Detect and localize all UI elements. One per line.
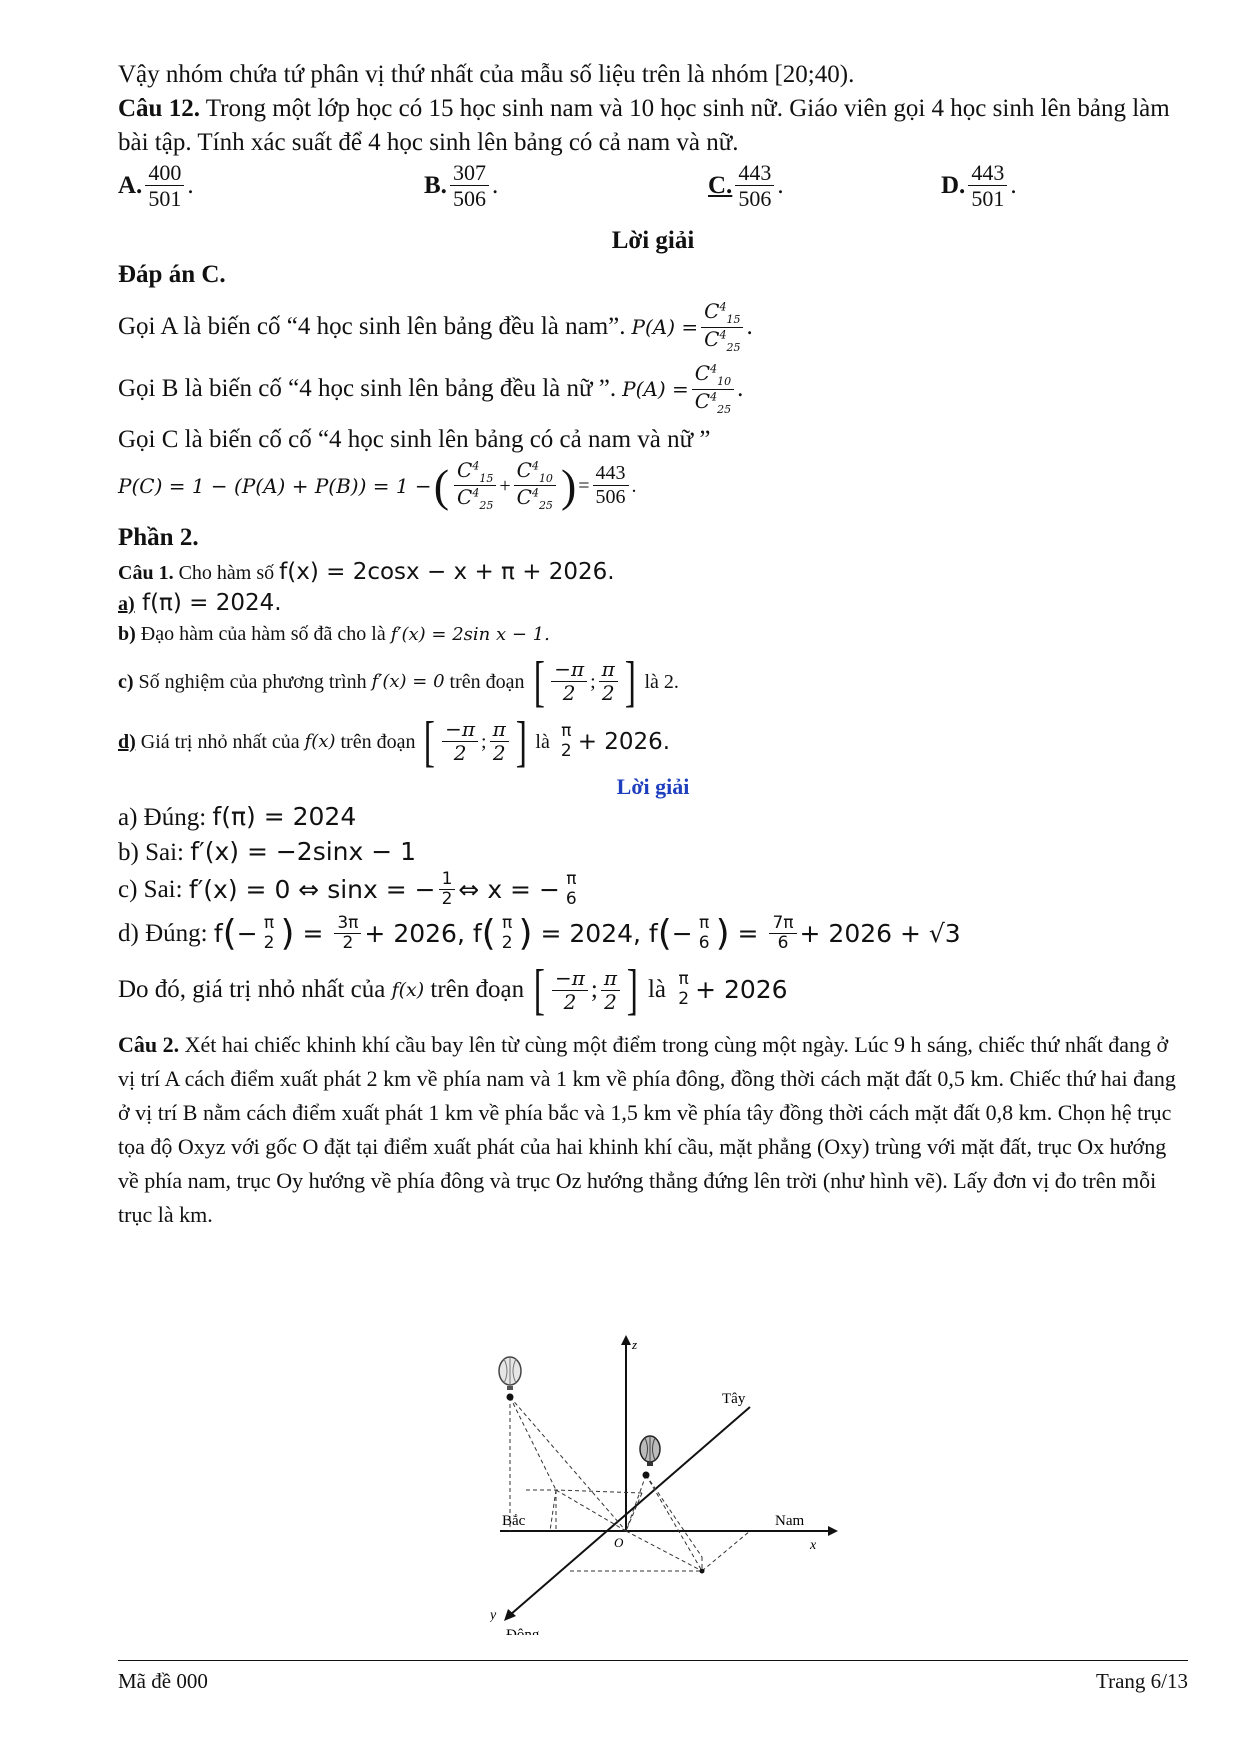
dong-label: Đông: [506, 1627, 540, 1635]
q12-line-a: Gọi A là biến cố “4 học sinh lên bảng đều là nam”. P(A) = $\frac{C^4_{15}}{C^4_{25}}$ .: [118, 299, 753, 354]
option-letter: D.: [941, 171, 966, 199]
q12-pc-formula: P(C) = 1 − (P(A) + P(B)) = 1 − ( $\frac{C^4_{15}}{C^4_{25}}$ + $\frac{C^4_{10}}{C^4_{25}}$ ) = $\frac{443}{506}$ .: [118, 457, 637, 513]
denominator: 501: [971, 186, 1005, 212]
d-text: Giá trị nhỏ nhất của: [135, 730, 305, 753]
sol-b-label: b) Sai:: [118, 838, 191, 866]
d-text2: trên đoạn: [335, 730, 421, 753]
c-symbol: C: [694, 361, 711, 386]
balloon-icon: [640, 1436, 660, 1466]
q1-function: f(x) = 2cosx − x + π + 2026.: [279, 558, 615, 585]
dashed-guides: [510, 1397, 750, 1571]
balloon-coordinate-figure: [490, 1335, 860, 1635]
sol-c-math: f′(x) = 0 ⇔ sinx = −: [188, 874, 436, 904]
z-label: z: [632, 1337, 638, 1352]
part2-a: [118, 588, 1188, 619]
conc-text: Do đó, giá trị nhỏ nhất của: [118, 976, 392, 1004]
solution-title-text: Lời giải: [616, 773, 690, 799]
option-fraction: [450, 160, 489, 212]
option-fraction: [735, 160, 774, 212]
option-a: A. $\frac{400}{501}$ .: [118, 160, 194, 212]
page-number: Trang 6/13: [1096, 1669, 1188, 1693]
pc-result: [593, 462, 629, 509]
sol-b-math: f′(x) = −2sinx − 1: [190, 836, 417, 866]
exam-code: Mã đề 000: [118, 1669, 208, 1693]
balloon-a-point: [643, 1472, 650, 1479]
pc-left: P(C) = 1 − (P(A) + P(B)) = 1 −: [118, 473, 432, 498]
line-a-text: Gọi A là biến cố “4 học sinh lên bảng đều là nam”.: [118, 313, 626, 341]
x-label: x: [810, 1538, 817, 1553]
page-footer: [118, 1660, 1188, 1694]
sol-conclusion: Do đó, giá trị nhỏ nhất của f(x) trên đoạn [ $\frac{-\pi}{2}$ ; $\frac{\pi}{2}$ ] là π 2 + 2026: [118, 959, 788, 1022]
y-axis: [510, 1407, 750, 1615]
b-text: Đạo hàm của hàm số đã cho là: [135, 622, 391, 645]
balloon-icon: [499, 1357, 521, 1390]
tay-label: Tây: [722, 1391, 746, 1407]
conc-text2: trên đoạn: [424, 976, 531, 1004]
sol-b: [118, 835, 1188, 870]
q12-line-c: Gọi C là biến cố cố “4 học sinh lên bảng có cả nam và nữ ”: [118, 425, 711, 453]
b-math: f′(x) = 2sin x − 1.: [390, 623, 550, 645]
coordinate-diagram: [490, 1335, 860, 1635]
q12-text: Trong một lớp học có 15 học sinh nam và 10 học sinh nữ. Giáo viên gọi 4 học sinh lên bảng làm bài tập. Tính xác suất để 4 học sinh lên bảng có cả nam và nữ.: [118, 95, 1170, 156]
numerator: 307: [450, 160, 489, 186]
q1-label: Câu 1.: [118, 561, 174, 584]
c-end: là 2.: [639, 670, 679, 693]
d-end1: là: [530, 730, 555, 753]
part2-title-text: Phần 2.: [118, 523, 199, 551]
intro-line: Vậy nhóm chứa tứ phân vị thứ nhất của mẫu số liệu trên là nhóm [20;40).: [118, 61, 855, 88]
b-label: b): [118, 622, 136, 645]
bac-label: Bắc: [502, 1513, 526, 1529]
answer-text: Đáp án C.: [118, 261, 226, 288]
d-math: f(x): [304, 730, 336, 752]
numerator: 443: [735, 160, 774, 186]
q12-solution-title: [118, 224, 1188, 258]
c-label: c): [118, 670, 134, 693]
c-text: Số nghiệm của phương trình: [133, 670, 372, 693]
q12-line-b: Gọi B là biến cố “4 học sinh lên bảng đều là nữ ”. P(A) = $\frac{C^4_{10}}{C^4_{25}}$ .: [118, 361, 744, 416]
sol-a-math: f(π) = 2024: [212, 801, 357, 831]
y-label: y: [490, 1608, 497, 1623]
interval-bracket: [ $\frac{-\pi}{2}$ ; $\frac{\pi}{2}$ ]: [533, 650, 636, 713]
q12-answer: [118, 258, 1188, 292]
part2-b: [118, 619, 1188, 650]
numerator: 400: [145, 160, 184, 186]
option-fraction: [968, 160, 1007, 212]
option-d: D. $\frac{443}{501}$ .: [941, 160, 1017, 212]
option-fraction: [145, 160, 184, 212]
a-label: a): [118, 592, 135, 615]
option-b: B. $\frac{307}{506}$ .: [424, 160, 499, 212]
solution-title-text: Lời giải: [611, 227, 695, 254]
c-symbol: C: [704, 326, 720, 351]
denominator: 501: [148, 186, 182, 212]
d-label: d): [118, 730, 136, 753]
d-end2: + 2026.: [577, 728, 671, 755]
denominator: 506: [738, 186, 772, 212]
option-c: C. $\frac{443}{506}$ .: [708, 160, 784, 212]
pc-frac-a: $\frac{C^4_{15}}{C^4_{25}}$: [454, 459, 496, 513]
option-letter: C.: [708, 171, 733, 199]
nam-label: Nam: [775, 1513, 805, 1529]
a-text: f(π) = 2024.: [134, 589, 282, 616]
c-math: f′(x) = 0: [371, 670, 445, 692]
pa-fraction: $\frac{C^4_{15}}{C^4_{25}}$: [701, 300, 743, 354]
question-12: [118, 92, 1188, 160]
interval-bracket: [ $\frac{-\pi}{2}$ ; $\frac{\pi}{2}$ ]: [534, 959, 638, 1022]
pb-math: P(A) =: [622, 377, 689, 402]
c-symbol: C: [694, 388, 711, 413]
option-letter: B.: [424, 171, 447, 199]
pb-fraction: $\frac{C^4_{10}}{C^4_{25}}$: [692, 362, 734, 416]
denominator: 506: [595, 486, 626, 509]
sol-a-label: a) Đúng:: [118, 803, 213, 831]
sol-c-label: c) Sai:: [118, 875, 189, 903]
conc-end1: là: [641, 976, 673, 1004]
conc-math: f(x): [391, 979, 425, 1002]
part2-q1: [118, 557, 1188, 588]
q12-label: Câu 12.: [118, 95, 200, 122]
option-letter: A.: [118, 171, 143, 199]
pa-math: P(A) =: [631, 315, 699, 340]
pc-frac-b: $\frac{C^4_{10}}{C^4_{25}}$: [514, 459, 556, 513]
denominator: 506: [452, 186, 486, 212]
line-b-text: Gọi B là biến cố “4 học sinh lên bảng đều là nữ ”.: [118, 375, 617, 403]
c-text2: trên đoạn: [444, 670, 530, 693]
part2-d: d) Giá trị nhỏ nhất của f(x) trên đoạn [ $\frac{-\pi}{2}$ ; $\frac{\pi}{2}$ ] là π 2 + 2026.: [118, 710, 671, 773]
numerator: 443: [968, 160, 1007, 186]
part2-solution-title: [118, 774, 1188, 800]
origin-label: O: [614, 1535, 624, 1550]
conc-end2: + 2026: [695, 975, 788, 1005]
sol-c: c) Sai: f′(x) = 0 ⇔ sinx = − $\frac{1}{2}$ ⇔ x = − π 6: [118, 868, 577, 910]
c-symbol: C: [704, 299, 720, 323]
q12-options: [118, 160, 1188, 226]
question-2: [118, 1028, 1188, 1232]
sol-d-label: d) Đúng:: [118, 919, 214, 947]
part2-title: [118, 521, 1188, 555]
numerator: 443: [593, 462, 629, 486]
q2-text: Xét hai chiếc khinh khí cầu bay lên từ cùng một điểm trong cùng một ngày. Lúc 9 h sáng, chiếc thứ nhất đang ở vị trí A cách điểm xuất phát 2 km về phía nam và 1 km về phía đông, đồng thời cách mặt đất 0,5 km. Chiếc thứ hai đang ở vị trí B nằm cách điểm xuất phát 1 km về phía bắc và 1,5 km về phía tây đồng thời cách mặt đất 0,8 km. Chọn hệ trục tọa độ Oxyz với gốc O đặt tại điểm xuất phát của hai khinh khí cầu, mặt phẳng (Oxy) trùng với mặt đất, trục Ox hướng về phía nam, trục Oy hướng về phía đông và trục Oz hướng thẳng đứng lên trời (như hình vẽ). Lấy đơn vị đo trên mỗi trục là km.: [118, 1032, 1176, 1228]
interval-bracket: [ $\frac{-\pi}{2}$ ; $\frac{\pi}{2}$ ]: [424, 710, 527, 773]
page-content: [118, 58, 1188, 1232]
balloon-b-point: [507, 1394, 514, 1401]
part2-c: [118, 650, 1188, 713]
sol-d: d) Đúng: f ( − π 2 ) = $\frac{3\pi}{2}$ + 2026, f ( π 2 ) = 2024, f ( − π 6 ) = $\frac{7\pi}{6}$ + 2026 + √3: [118, 912, 961, 954]
q2-label: Câu 2.: [118, 1032, 180, 1058]
sol-a: [118, 800, 1188, 835]
q1-text: Cho hàm số: [173, 561, 280, 584]
